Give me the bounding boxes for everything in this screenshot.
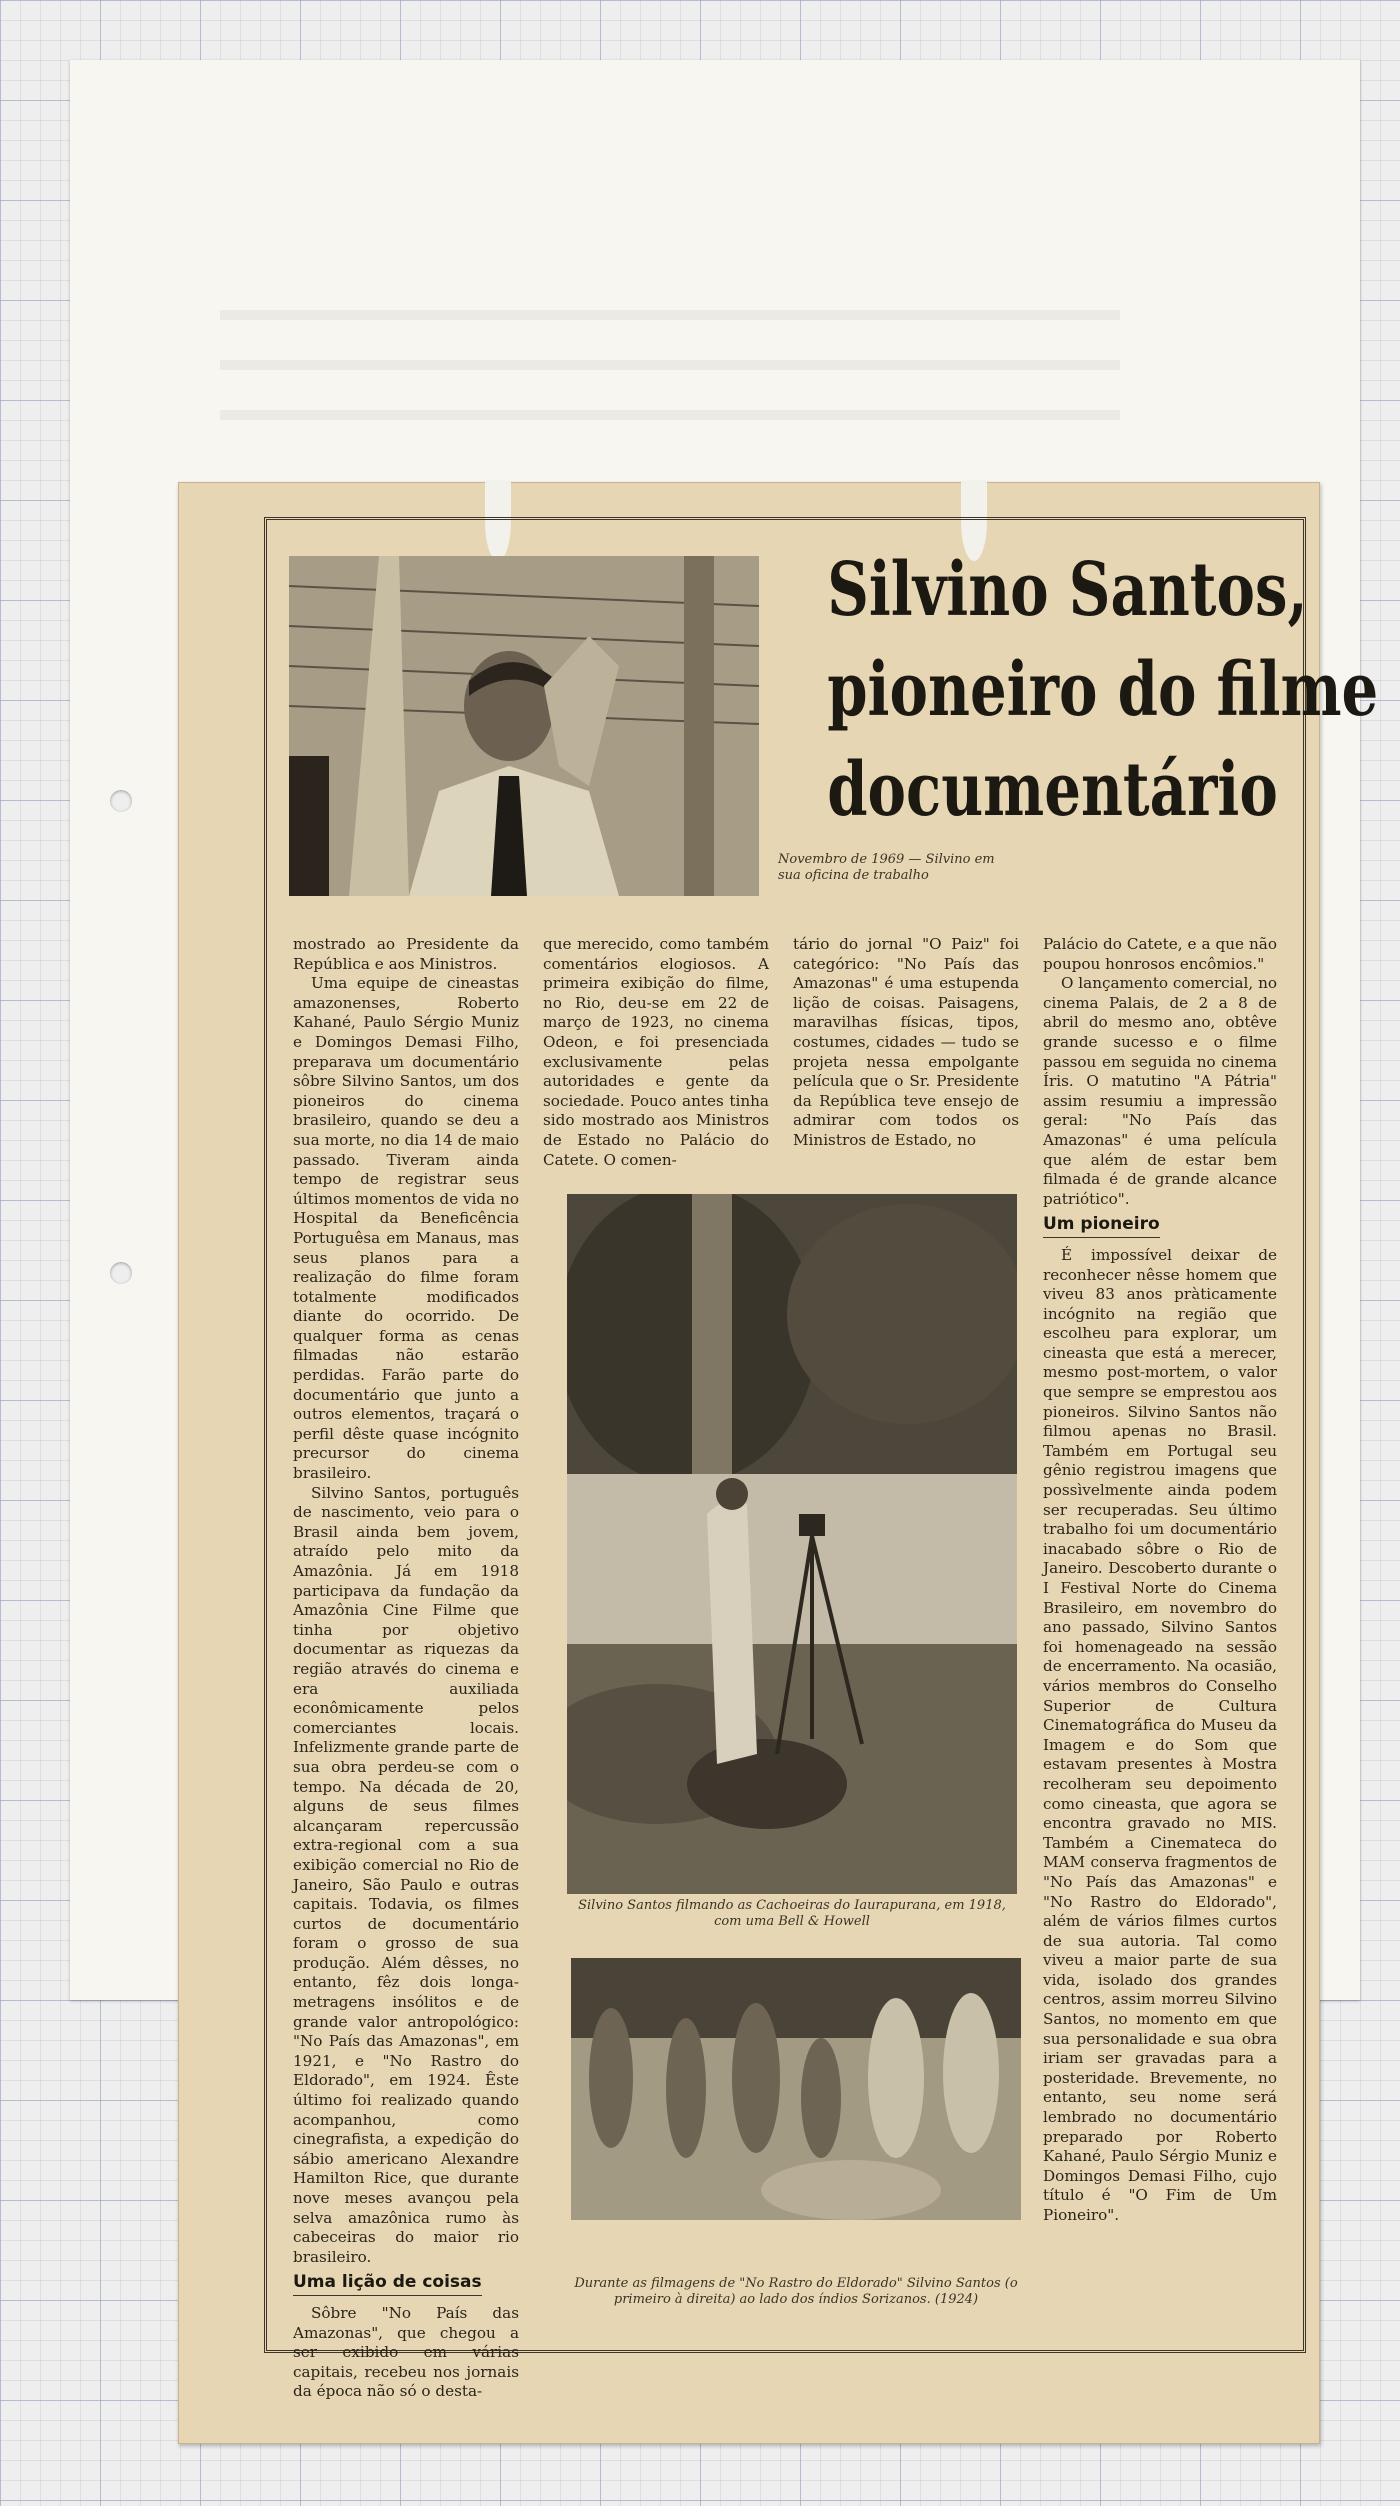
paragraph: Sôbre "No País das Amazonas", que chegou a ser exibido em várias capitais, recebeu nos jornais da época não só o desta- [293, 2303, 519, 2401]
photo-cameraman [567, 1194, 1017, 1894]
paragraph: Silvino Santos, português de nascimento, veio para o Brasil ainda bem jovem, atraído pelo mito da Amazônia. Já em 1918 participava da fundação da Amazônia Cine Filme que tinha por objetivo documentar as riquezas da região através do cinema e era auxiliada econômicamente pelos comerciantes locais. Infelizmente grande parte de sua obra perdeu-se com o tempo. Na década de 20, alguns de seus filmes alcançaram repercussão extra-regional com a sua exibição comercial no Rio de Janeiro, São Paulo e outras capitais. Todavia, os filmes curtos de documentário foram o grosso de sua produção. Além dêsses, no entanto, fêz dois longa-metragens insólitos e de grande valor antropológico: "No País das Amazonas", em 1921, e "No Rastro do Eldorado", em 1924. Êste último foi realizado quando acompanhou, como cinegrafista, a expedição do sábio americano Alexandre Hamilton Rice, que durante nove meses avançou pela selva amazônica rumo às cabeceiras do maior rio brasileiro. [293, 1483, 519, 2266]
paragraph: tário do jornal "O Paiz" foi categórico: "No País das Amazonas" é uma estupenda lição de coisas. Paisagens, maravilhas físicas, tipos, costumes, cidades — tudo se projeta nessa empolgante película que o Sr. Presidente da República teve ensejo de admirar com todos os Ministros de Estado, no [793, 935, 1019, 1149]
photo-group-caption: Durante as filmagens de "No Rastro do Eldorado" Silvino Santos (o primeiro à direita) ao lado dos índios Sorizanos. (1924) [574, 2276, 1018, 2307]
headline-line-2: pioneiro do filme [827, 647, 1379, 733]
paragraph: Palácio do Catete, e a que não poupou honrosos encômios." [1043, 935, 1277, 973]
punch-hole [110, 790, 132, 812]
paragraph: Uma equipe de cineastas amazonenses, Roberto Kahané, Paulo Sérgio Muniz e Domingos Demasi Filho, preparava um documentário sôbre Silvino Santos, um dos pioneiros do cinema brasileiro, quando se deu a sua morte, no dia 14 de maio passado. Tiveram ainda tempo de registrar seus últimos momentos de vida no Hospital da Beneficência Portuguêsa em Manaus, mas seus planos para a realização do filme foram totalmente modificados diante do ocorrido. De qualquer forma as cenas filmadas não estarão perdidas. Farão parte do documentário que junto a outros elementos, traçará o perfil dêste quase incógnito precursor do cinema brasileiro. [293, 974, 519, 1483]
column-3 [793, 935, 1019, 1151]
headline-line-3: documentário [827, 747, 1278, 833]
punch-hole [110, 1262, 132, 1284]
photo-portrait [289, 556, 759, 896]
paragraph: que merecido, como também comentários elogiosos. A primeira exibição do filme, no Rio, deu-se em 22 de março de 1923, no cinema Odeon, e foi presenciada exclusivamente pelas autoridades e gente da sociedade. Pouco antes tinha sido mostrado aos Ministros de Estado no Palácio do Catete. O comen- [543, 935, 769, 1169]
headline [827, 540, 1379, 840]
column-2 [543, 935, 769, 1170]
photo-group [571, 1958, 1021, 2220]
paragraph: mostrado ao Presidente da República e aos Ministros. [293, 935, 519, 973]
column-4 [1043, 935, 1277, 2226]
paragraph: É impossível deixar de reconhecer nêsse homem que viveu 83 anos pràticamente incógnito na região que escolheu para explorar, um cineasta que está a merecer, mesmo post-mortem, o valor que sempre se emprestou aos pioneiros. Silvino Santos não filmou apenas no Brasil. Também em Portugal seu gênio registrou imagens que possìvelmente ainda podem ser recuperadas. Seu último trabalho foi um documentário inacabado sôbre o Rio de Janeiro. Descoberto durante o I Festival Norte do Cinema Brasileiro, em novembro do ano passado, Silvino Santos foi homenageado na sessão de encerramento. Na ocasião, vários membros do Conselho Superior de Cultura Cinematográfica do Museu da Imagem e do Som que estavam presentes à Mostra recolheram seu depoimento como cineasta, que agora se encontra gravado no MIS. Também a Cinemateca do MAM conserva fragmentos de "No País das Amazonas" e "No Rastro do Eldorado", além de vários filmes curtos de sua autoria. Tal como viveu a maior parte de sua vida, isolado dos grandes centros, assim morreu Silvino Santos, no momento em que sua personalidade e sua obra iriam ser gravadas para a posteridade. Brevemente, no entanto, seu nome será lembrado no documentário preparado por Roberto Kahané, Paulo Sérgio Muniz e Domingos Demasi Filho, cujo título é "O Fim de Um Pioneiro". [1043, 1245, 1277, 2224]
subhead-um-pioneiro: Um pioneiro [1043, 1215, 1160, 1238]
headline-line-1: Silvino Santos, [827, 547, 1308, 633]
photo-cameraman-caption: Silvino Santos filmando as Cachoeiras do Iaurapurana, em 1918, com uma Bell & Howell [578, 1898, 1006, 1929]
photo-portrait-caption: Novembro de 1969 — Silvino em sua oficina de trabalho [778, 852, 995, 883]
column-1 [293, 935, 519, 2402]
paragraph: O lançamento comercial, no cinema Palais, de 2 a 8 de abril do mesmo ano, obtêve grande sucesso e o filme passou em seguida no cinema Íris. O matutino "A Pátria" assim resumiu a impressão geral: "No País das Amazonas" é uma película que além de estar bem filmada é de grande alcance patriótico". [1043, 974, 1277, 1208]
show-through-lines [220, 270, 1120, 460]
subhead-uma-licao: Uma lição de coisas [293, 2273, 482, 2296]
